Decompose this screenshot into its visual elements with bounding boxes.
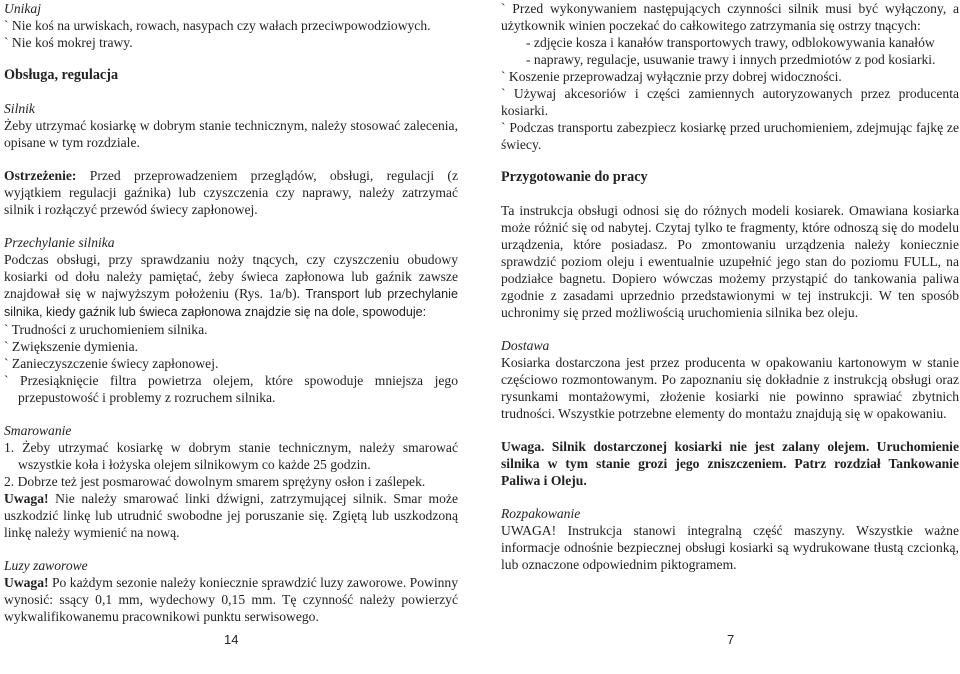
- page-number-left: 14: [224, 632, 239, 647]
- right-page: [501, 0, 959, 573]
- warning-label: Ostrzeżenie:: [4, 168, 77, 183]
- dostawa-heading: Dostawa: [501, 338, 550, 353]
- luzy-text: Po każdym sezonie należy koniecznie sprawdzić luzy zaworowe. Powinny wynosić: ssący 0,1 mm, wydechowy 0,15 mm. Tę czynność należy powierzyć wykwalifikowanemu pracownikowi punktu serwisowego.: [4, 575, 458, 624]
- left-page: [4, 0, 458, 625]
- przygotowanie-text: Ta instrukcja obsługi odnosi się do różnych modeli kosiarek. Omawiana kosiarka może różnić się od nabytej. Czytaj tylko te fragmenty, które odnoszą się do modelu urządzenia, które posiadasz. Po zmontowaniu urządzenia należy koniecznie sprawdzić poziom oleju i ewentualnie uzupełnić jego stan do poziomu FULL, na podziałce bagnetu. Dopiero wówczas możemy przystąpić do tankowania paliwa zgodnie z zasadami uprzednio przedstawionymi w tej instrukcji. W ten sposób uchronimy się przed możliwością uruchomienia silnika bez oleju.: [501, 203, 959, 320]
- luzy-heading: Luzy zaworowe: [4, 558, 88, 573]
- luzy-paragraph: [4, 574, 458, 625]
- page-number-right: 7: [727, 632, 735, 647]
- przechylanie-heading: Przechylanie silnika: [4, 235, 115, 250]
- koszenie-item: ` Koszenie przeprowadzaj wyłącznie przy dobrej widoczności.: [501, 69, 842, 84]
- uwaga-label: Uwaga!: [4, 575, 49, 590]
- obsluga-heading: Obsługa, regulacja: [4, 67, 119, 83]
- przed-text: ` Przed wykonywaniem następujących czynności silnik musi być wyłączony, a użytkownik winien poczekać do całkowitego zatrzymania się ostrzy tnących:: [501, 1, 959, 33]
- uwaga-paragraph: [4, 490, 458, 541]
- transport-item: ` Podczas transportu zabezpiecz kosiarkę przed uruchomieniem, zdejmując fajkę ze świecy.: [501, 120, 959, 152]
- uwaga-bold-text: Uwaga. Silnik dostarczonej kosiarki nie jest zalany olejem. Uruchomienie silnika w tym stanie grozi jego zniszczeniem. Patrz rozdział Tankowanie Paliwa i Oleju.: [501, 439, 959, 488]
- skutek-item: ` Trudności z uruchomieniem silnika.: [4, 322, 208, 337]
- smarowanie-heading: Smarowanie: [4, 423, 72, 438]
- silnik-heading: Silnik: [4, 101, 35, 116]
- silnik-text: Żeby utrzymać kosiarkę w dobrym stanie technicznym, należy stosować zalecenia, opisane w tym rozdziale.: [4, 118, 458, 150]
- unikaj-item: ` Nie koś na urwiskach, rowach, nasypach czy wałach przeciwpowodziowych.: [4, 18, 431, 33]
- smarowanie-item: 2. Dobrze też jest posmarować dowolnym smarem sprężyny osłon i zaślepek.: [4, 474, 426, 489]
- unikaj-heading: Unikaj: [4, 1, 41, 16]
- warning-text: Przed przeprowadzeniem przeglądów, obsługi, regulacji (z wyjątkiem regulacji gaźnika) lub czyszczenia czy naprawy, należy zatrzymać silnik i rozłączyć przewód świecy zapłonowej.: [4, 168, 458, 217]
- dostawa-text: Kosiarka dostarczona jest przez producenta w opakowaniu kartonowym w stanie częściowo rozmontowanym. Po zapoznaniu się dokładnie z instrukcją obsługi oraz rysunkami montażowymi, złożenie kosiarki nie powinno sprawiać zbytnich trudności. Wszystkie potrzebne elementy do montażu znajdują się w opakowaniu.: [501, 355, 959, 421]
- rozpakowanie-text: UWAGA! Instrukcja stanowi integralną część maszyny. Wszystkie ważne informacje odnośnie bezpiecznej obsługi kosiarki są wydrukowane tłustą czcionką, lub oznaczone odpowiednim piktogramem.: [501, 523, 959, 572]
- przechylanie-paragraph: [4, 251, 458, 321]
- uwaga-label: Uwaga!: [4, 491, 49, 506]
- uwaga-text: Nie należy smarować linki dźwigni, zatrzymującej silnik. Smar może uszkodzić linkę lub utrudnić swobodne jej poruszanie się. Zgiętą lub uszkodzoną linkę należy wymienić na nową.: [4, 491, 458, 540]
- przygotowanie-heading: Przygotowanie do pracy: [501, 169, 648, 185]
- akcesoria-item: ` Używaj akcesoriów i części zamiennych autoryzowanych przez producenta kosiarki.: [501, 86, 959, 118]
- rozpakowanie-heading: Rozpakowanie: [501, 506, 581, 521]
- przed-item: - zdjęcie kosza i kanałów transportowych trawy, odblokowywania kanałów: [526, 35, 935, 50]
- smarowanie-item: 1. Żeby utrzymać kosiarkę w dobrym stanie technicznym, należy smarować wszystkie koła i łożyska olejem silnikowym co każde 25 godzin.: [4, 440, 458, 472]
- przechylanie-text-sans: Transport lub przechylanie silnika, kiedy gaźnik lub świeca zapłonowa znajdzie się na dole, spowoduje:: [4, 287, 458, 319]
- przechylanie-text: Podczas obsługi, przy sprawdzaniu noży tnących, czy czyszczeniu obudowy kosiarki od dołu należy pamiętać, żeby świeca zapłonowa lub gaźnik zawsze znajdował się w najwyższym położeniu (Rys. 1a/b).: [4, 252, 458, 301]
- skutek-item: ` Zwiększenie dymienia.: [4, 339, 138, 354]
- skutek-item: ` Zanieczyszczenie świecy zapłonowej.: [4, 356, 219, 371]
- przed-item: - naprawy, regulacje, usuwanie trawy i innych przedmiotów z pod kosiarki.: [526, 52, 936, 67]
- unikaj-item: ` Nie koś mokrej trawy.: [4, 35, 133, 50]
- warning-paragraph: [4, 167, 458, 218]
- skutek-item: ` Przesiąknięcie filtra powietrza olejem, które spowoduje mniejsza jego przepustowość i problemy z rozruchem silnika.: [4, 373, 458, 405]
